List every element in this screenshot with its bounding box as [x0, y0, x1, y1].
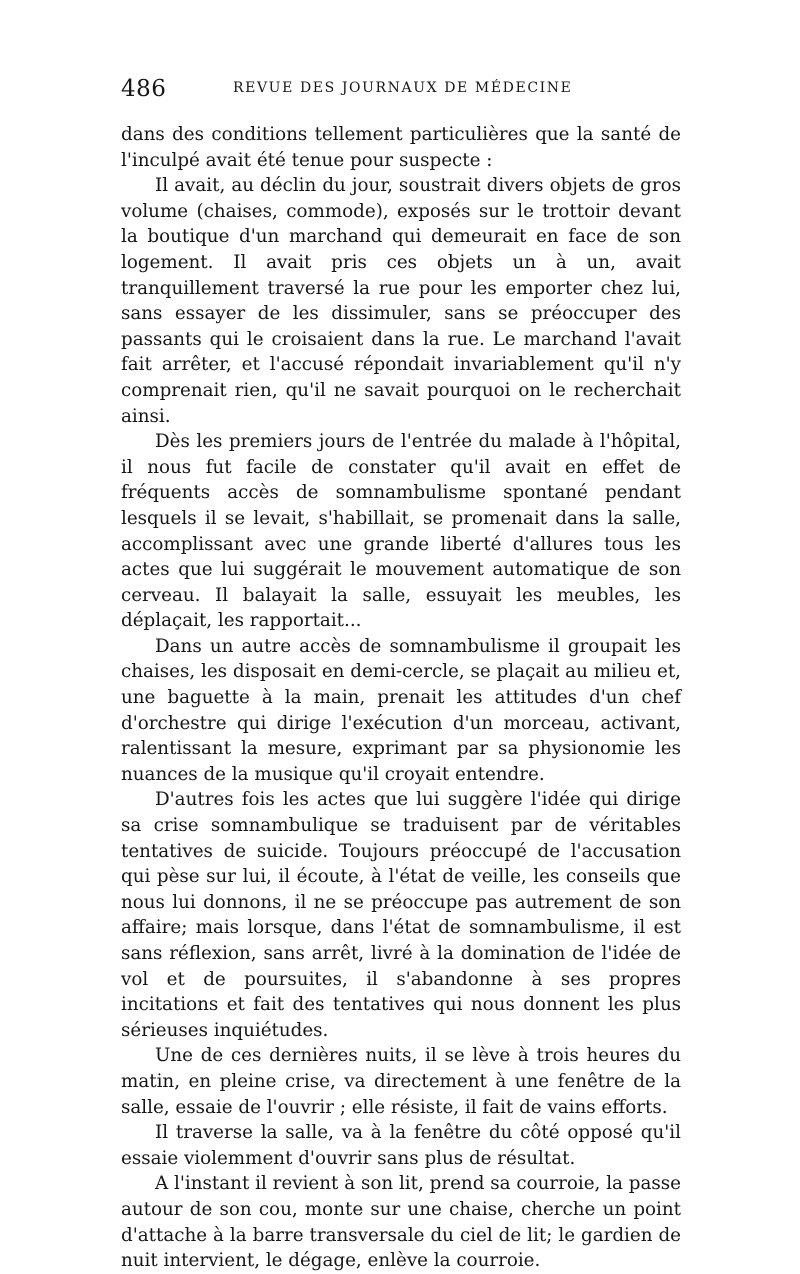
paragraph: Dans un autre accès de somnambulisme il groupait les chaises, les disposait en demi-cercle, se plaçait au milieu et, une baguette à la main, prenait les attitudes d'un chef d'orchestre qui dirige l'exécution d'un morceau, activant, ralentissant la mesure, exprimant par sa physionomie les nuances de la musique qu'il croyait entendre.: [121, 635, 681, 785]
paragraph-continuation: dans des conditions tellement particulières que la santé de l'inculpé avait été tenue pour suspecte :: [121, 124, 681, 171]
paragraph: A l'instant il revient à son lit, prend sa courroie, la passe autour de son cou, monte sur une chaise, cherche un point d'attache à la barre transversale du ciel de lit; le gardien de nuit intervient, le dégage, enlève la courroie.: [121, 1173, 681, 1272]
paragraph: Il traverse la salle, va à la fenêtre du côté opposé qu'il essaie violemment d'ouvrir sans plus de résultat.: [121, 1122, 681, 1169]
paragraph: Une de ces dernières nuits, il se lève à trois heures du matin, en pleine crise, va directement à une fenêtre de la salle, essaie de l'ouvrir ; elle résiste, il fait de vains efforts.: [121, 1045, 681, 1118]
body-text: [121, 122, 681, 1274]
page-number: 486: [121, 76, 167, 102]
paragraph: Il avait, au déclin du jour, soustrait divers objets de gros volume (chaises, commode), exposés sur le trottoir devant la boutique d'un marchand qui demeurait en face de son logement. Il avait pris ces objets un à un, avait tranquillement traversé la rue pour les emporter chez lui, sans essayer de les dissimuler, sans se préoccuper des passants qui le croisaient dans la rue. Le marchand l'avait fait arrêter, et l'accusé répondait invariablement qu'il n'y comprenait rien, qu'il ne savait pourquoi on le recherchait ainsi.: [121, 175, 681, 427]
paragraph: D'autres fois les actes que lui suggère l'idée qui dirige sa crise somnambulique se traduisent par de véritables tentatives de suicide. Toujours préoccupé de l'accusation qui pèse sur lui, il écoute, à l'état de veille, les conseils que nous lui donnons, il ne se préoccupe pas autrement de son affaire; mais lorsque, dans l'état de somnambulisme, il est sans réflexion, sans arrêt, livré à la domination de l'idée de vol et de poursuites, il s'abandonne à ses propres incitations et fait des tentatives qui nous donnent les plus sérieuses inquiétudes.: [121, 789, 681, 1041]
page-header: [121, 76, 681, 116]
paragraph: Dès les premiers jours de l'entrée du malade à l'hôpital, il nous fut facile de constater qu'il avait en effet de fréquents accès de somnambulisme spontané pendant lesquels il se levait, s'habillait, se promenait dans la salle, accomplissant avec une grande liberté d'allures tous les actes que lui suggérait le mouvement automatique de son cerveau. Il balayait la salle, essuyait les meubles, les déplaçait, les rapportait...: [121, 431, 681, 632]
running-title: REVUE DES JOURNAUX DE MÉDECINE: [233, 80, 573, 96]
